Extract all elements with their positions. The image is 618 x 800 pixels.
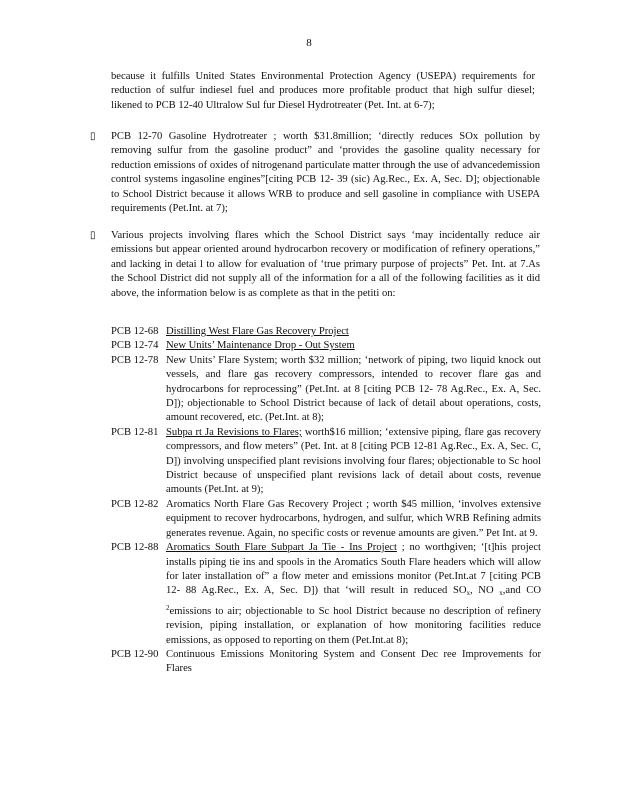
pcb-title: Distilling West Flare Gas Recovery Project [166,326,349,337]
pcb-item [111,339,541,353]
pcb-description-cont: ,and CO [502,585,542,597]
pcb-item [111,426,541,498]
bullet-text: PCB 12-70 Gasoline Hydrotreater ; worth $31.8million; ‘directly reduces SOx pollution by removing sulfur from the gasoline product” and ‘provides the gasoline quality necessary for reduction emissions of oxides of nitrogenand particulate matter through the use of advancedemission control systems ingasoline engines”[citing PCB 12- 39 (sic) Ag.Rec., Ex. A, Sec. D]; objectionable to School District because it allows WRB to produce and sell gasoline in compliance with USEPA requirements (Pet.Int. at 7); [111,131,540,215]
bullet-marker-icon: ▯ [90,131,96,142]
pcb-item [111,648,541,677]
pcb-description: Aromatics North Flare Gas Recovery Project ; worth $45 million, ‘involves extensive equipment to recover hydrocarbons, hydrogen, and sulfur, which WRB Refining admits generates revenue. Again, no specific costs or revenue amounts are given.” Pet Int. at 9. [166,498,541,539]
bullet-marker-icon: ▯ [90,230,96,241]
pcb-item [111,354,541,426]
pcb-number: PCB 12-88 [111,542,159,554]
pcb-description: worth$16 million; ‘extensive piping, flare gas recovery compressors, and flow meters” (Pet. Int. at 8 [citing PCB 12-81 Ag.Rec., Ex. A, Sec. C, D]) involving unspecified plant revisions involving four flares; objectionable to Sc hool District because of unspecified plant revisions lack of detail about costs, revenue amounts (Pet.Int. at 9); [166,426,541,496]
pcb-description: New Units’ Flare System; worth $32 million; ‘network of piping, two liquid knock out vessels, and flare gas recovery compressors, intended to recover flare gas and hydrocarbons for reprocessing” (Pet.Int. at 8 [citing PCB 12- 78 Ag.Rec., Ex. A, Sec. D]); objectionable to School District because of lack of detail about operations, costs, amount recovered, etc. (Pet.Int. at 8); [166,354,541,424]
pcb-number: PCB 12-74 [111,340,159,352]
pcb-description-cont: emissions to air; objectionable to Sc hool District because no description of refinery revision, piping installation, or explanation of how monitoring facilities reduce emissions, as opposed to reporting on them (Pet.Int.at 8); [166,605,541,646]
pcb-number: PCB 12-68 [111,326,159,337]
page-number: 8 [306,37,312,49]
subscript: x [466,589,471,598]
pcb-number: PCB 12-78 [111,354,159,366]
pcb-description: Continuous Emissions Monitoring System and Consent Dec ree Improvements for Flares [166,648,541,675]
pcb-item [111,541,541,648]
intro-paragraph: because it fulfills United States Environmental Protection Agency (USEPA) requirements for reduction of sulfur indiesel fuel and produces more profitable product that high sulfur diesel; likened to PCB 12-40 Ultralow Sul fur Diesel Hydrotreater (Pet. Int. at 6-7); [111,71,535,111]
subscript: x [499,589,503,598]
pcb-description: ; no worthgiven; ‘[t]his project installs piping tie ins and spools in the Aromatics South Flare headers which will allow for later installation of” a flow meter and emissions monitor (Pet.Int.at 7 [citing PCB 12- 88 Ag.Rec., Ex. A, Sec. D]) that ‘will result in reduced SO [166,542,542,597]
pcb-title: New Units’ Maintenance Drop - Out System [166,340,355,352]
pcb-item [111,498,541,541]
pcb-project-list [111,325,541,677]
superscript: 2 [166,603,170,612]
pcb-title: Subpa rt Ja Revisions to Flares; [166,426,302,438]
pcb-title: Aromatics South Flare Subpart Ja Tie - Ins Project [166,542,397,554]
pcb-number: PCB 12-81 [111,426,159,438]
bullet-text: Various projects involving flares which the School District says ‘may incidentally reduce air emissions but appear oriented around hydrocarbon recovery or modification of refinery operations,” and lacking in detai l to allow for evaluation of ‘true primary purpose of projects” Pet. Int. at 7.As the School District did not supply all of the information for a all of the following facilities as it did above, the information below is as complete as that in the petiti on: [111,230,540,299]
pcb-number: PCB 12-82 [111,498,159,510]
pcb-item [111,325,541,339]
pcb-description-cont: , NO [470,585,500,597]
pcb-number: PCB 12-90 [111,648,159,660]
